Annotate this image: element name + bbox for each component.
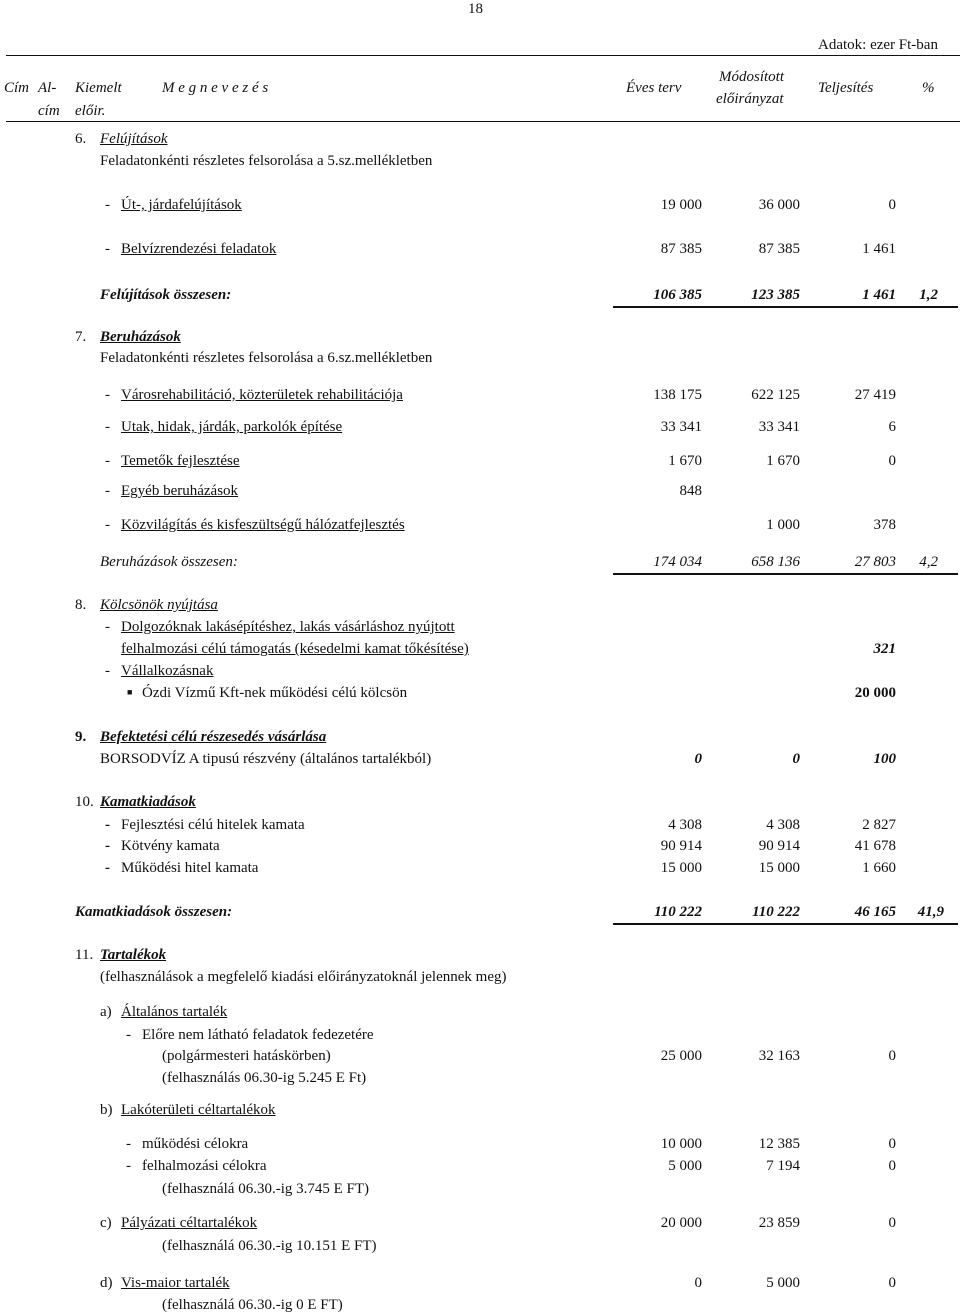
s10-total-rule [613, 923, 958, 925]
s7-title: Beruházások [100, 329, 181, 345]
header-alcim: Al- [38, 80, 57, 96]
s11-a-letter: a) [100, 1004, 112, 1020]
s7-item-4-dash: - [105, 483, 110, 499]
s7-item-1-terv: 138 175 [653, 387, 702, 403]
s10-item-2-mod: 90 914 [758, 838, 800, 854]
s6-total-mod: 123 385 [751, 287, 800, 303]
s11-b-item1: működési célokra [142, 1136, 249, 1152]
s11-c-telj: 0 [888, 1215, 896, 1231]
s11-subtitle: (felhasználások a megfelelő kiadási előirányzatoknál jelennek meg) [100, 969, 507, 985]
s6-total-telj: 1 461 [862, 287, 896, 303]
s7-item-1-telj: 27 419 [854, 387, 896, 403]
s10-item-1-mod: 4 308 [766, 817, 800, 833]
s7-item-5-label: Közvilágítás és kisfeszültségű hálózatfejlesztés [121, 517, 405, 533]
s8-line4-telj: 20 000 [854, 685, 896, 701]
s7-item-5-mod: 1 000 [766, 517, 800, 533]
s10-item-1-telj: 2 827 [862, 817, 896, 833]
header-teljesites: Teljesítés [818, 80, 874, 96]
s10-item-1-label: Fejlesztési célú hitelek kamata [121, 817, 305, 833]
s11-a-line2: (polgármesteri hatáskörben) [162, 1048, 331, 1064]
s7-item-5-dash: - [105, 517, 110, 533]
s8-number: 8. [75, 597, 87, 613]
s11-c-terv: 20 000 [660, 1215, 702, 1231]
header-bottom-rule [6, 121, 960, 122]
s10-title: Kamatkiadások [100, 794, 196, 810]
header-kiemelt: Kiemelt [75, 80, 122, 96]
s11-b-letter: b) [100, 1102, 113, 1118]
s8-line1: Dolgozóknak lakásépítéshez, lakás vásárláshoz nyújtott [121, 619, 455, 635]
s7-item-4-terv: 848 [679, 483, 702, 499]
header-top-rule [6, 55, 960, 56]
s11-a-line1-dash: - [126, 1027, 131, 1043]
header-cim: Cím [4, 80, 30, 96]
s10-item-2-telj: 41 678 [854, 838, 896, 854]
s11-a-mod: 32 163 [758, 1048, 800, 1064]
s7-total-mod: 658 136 [751, 554, 800, 570]
s11-b1-telj: 0 [888, 1136, 896, 1152]
s6-title: Felújítások [100, 131, 168, 147]
s11-c-note: (felhasználá 06.30.-ig 10.151 E FT) [162, 1238, 377, 1254]
s11-b2-telj: 0 [888, 1158, 896, 1174]
s11-a-title: Általános tartalék [121, 1004, 228, 1020]
s10-number: 10. [75, 794, 94, 810]
s7-item-1-mod: 622 125 [751, 387, 800, 403]
s11-d-terv: 0 [694, 1275, 702, 1291]
s7-item-2-terv: 33 341 [660, 419, 702, 435]
s11-d-letter: d) [100, 1275, 113, 1291]
header-megnevezes: M e g n e v e z é s [162, 80, 269, 96]
s9-title: Befektetési célú részesedés vásárlása [100, 729, 327, 745]
s10-item-1-terv: 4 308 [668, 817, 702, 833]
header-alcim-2: cím [38, 103, 60, 119]
s10-item-3-terv: 15 000 [660, 860, 702, 876]
s6-item-2-mod: 87 385 [758, 241, 800, 257]
s11-b-item2: felhalmozási célokra [142, 1158, 267, 1174]
s7-item-3-dash: - [105, 453, 110, 469]
s7-total-telj: 27 803 [854, 554, 896, 570]
s7-item-2-dash: - [105, 419, 110, 435]
s10-total-telj: 46 165 [854, 904, 896, 920]
s7-item-2-mod: 33 341 [758, 419, 800, 435]
s11-c-title: Pályázati céltartalékok [121, 1215, 258, 1231]
s6-item-2-telj: 1 461 [862, 241, 896, 257]
s6-item-2-label: Belvízrendezési feladatok [121, 241, 277, 257]
s7-number: 7. [75, 329, 87, 345]
s6-item-1-telj: 0 [888, 197, 896, 213]
s6-subtitle: Feladatonkénti részletes felsorolása a 5.sz.mellékletben [100, 153, 433, 169]
s11-d-mod: 5 000 [766, 1275, 800, 1291]
s11-d-telj: 0 [888, 1275, 896, 1291]
s11-d-title: Vis-maior tartalék [121, 1275, 230, 1291]
s10-total-terv: 110 222 [654, 904, 702, 920]
s9-telj: 100 [873, 751, 896, 767]
s10-item-3-telj: 1 660 [862, 860, 896, 876]
s10-item-3-label: Működési hitel kamata [121, 860, 259, 876]
s7-item-3-telj: 0 [888, 453, 896, 469]
s8-line3-dash: - [105, 663, 110, 679]
s7-item-5-telj: 378 [873, 517, 896, 533]
s10-item-2-dash: - [105, 838, 110, 854]
s11-a-telj: 0 [888, 1048, 896, 1064]
s11-b1-mod: 12 385 [758, 1136, 800, 1152]
s8-line3: Vállalkozásnak [121, 663, 214, 679]
s6-item-1-mod: 36 000 [758, 197, 800, 213]
s8-line2-telj: 321 [873, 641, 896, 657]
header-percent: % [922, 80, 935, 96]
s9-number: 9. [75, 729, 87, 745]
s10-item-2-label: Kötvény kamata [121, 838, 220, 854]
s7-item-2-telj: 6 [888, 419, 896, 435]
s11-a-line3: (felhasználás 06.30-ig 5.245 E Ft) [162, 1070, 367, 1086]
s10-total-pct: 41,9 [917, 904, 944, 920]
header-modositott-2: előirányzat [716, 91, 784, 107]
s10-item-3-mod: 15 000 [758, 860, 800, 876]
s7-item-1-dash: - [105, 387, 110, 403]
s11-a-line1: Előre nem látható feladatok fedezetére [142, 1027, 374, 1043]
s11-number: 11. [75, 947, 94, 963]
s11-d-note: (felhasználá 06.30.-ig 0 E FT) [162, 1297, 343, 1313]
header-kiemelt-2: előir. [75, 103, 106, 119]
s11-c-letter: c) [100, 1215, 112, 1231]
units-note: Adatok: ezer Ft-ban [818, 37, 938, 53]
s7-total-pct: 4,2 [919, 554, 938, 570]
header-modositott: Módosított [719, 69, 785, 85]
s9-terv: 0 [694, 751, 702, 767]
s11-b-item1-dash: - [126, 1136, 131, 1152]
s7-item-4-label: Egyéb beruházások [121, 483, 239, 499]
s10-item-1-dash: - [105, 817, 110, 833]
s8-title: Kölcsönök nyújtása [100, 597, 218, 613]
s6-total-terv: 106 385 [653, 287, 702, 303]
s7-item-2-label: Utak, hidak, járdák, parkolók építése [121, 419, 343, 435]
s9-line: BORSODVÍZ A tipusú részvény (általános tartalékból) [100, 751, 432, 767]
s7-total-rule [613, 573, 958, 575]
s8-line1-dash: - [105, 619, 110, 635]
s11-b1-terv: 10 000 [660, 1136, 702, 1152]
s7-item-3-mod: 1 670 [766, 453, 800, 469]
s6-item-1-label: Út-, járdafelújítások [121, 197, 242, 213]
s6-total-pct: 1,2 [919, 287, 938, 303]
s6-item-1-terv: 19 000 [660, 197, 702, 213]
s6-item-2-terv: 87 385 [660, 241, 702, 257]
s11-b-title: Lakóterületi céltartalékok [121, 1102, 276, 1118]
s11-c-mod: 23 859 [758, 1215, 800, 1231]
s11-a-terv: 25 000 [660, 1048, 702, 1064]
s6-total-rule [613, 306, 958, 308]
header-eves-terv: Éves terv [626, 80, 682, 96]
s9-mod: 0 [792, 751, 800, 767]
s11-b2-mod: 7 194 [766, 1158, 800, 1174]
s11-b2-terv: 5 000 [668, 1158, 702, 1174]
s8-bullet-icon: ■ [127, 687, 133, 697]
s8-line2: felhalmozási célú támogatás (késedelmi kamat tőkésítése) [121, 641, 469, 657]
s6-item-1-dash: - [105, 197, 110, 213]
s7-total-label: Beruházások összesen: [100, 554, 238, 570]
s7-total-terv: 174 034 [653, 554, 702, 570]
s10-item-2-terv: 90 914 [660, 838, 702, 854]
s7-item-3-label: Temetők fejlesztése [121, 453, 240, 469]
s11-b-note: (felhasználá 06.30.-ig 3.745 E FT) [162, 1181, 370, 1197]
s11-b-item2-dash: - [126, 1158, 131, 1174]
s10-item-3-dash: - [105, 860, 110, 876]
s10-total-mod: 110 222 [752, 904, 800, 920]
s11-title: Tartalékok [100, 947, 167, 963]
s10-total-label: Kamatkiadások összesen: [75, 904, 233, 920]
s7-item-1-label: Városrehabilitáció, közterületek rehabilitációja [121, 387, 403, 403]
s6-number: 6. [75, 131, 87, 147]
page-number: 18 [468, 1, 483, 17]
s7-subtitle: Feladatonkénti részletes felsorolása a 6.sz.mellékletben [100, 350, 433, 366]
s7-item-3-terv: 1 670 [668, 453, 702, 469]
s6-item-2-dash: - [105, 241, 110, 257]
s8-line4: Ózdi Vízmű Kft-nek működési célú kölcsön [142, 685, 408, 701]
s6-total-label: Felújítások összesen: [100, 287, 232, 303]
